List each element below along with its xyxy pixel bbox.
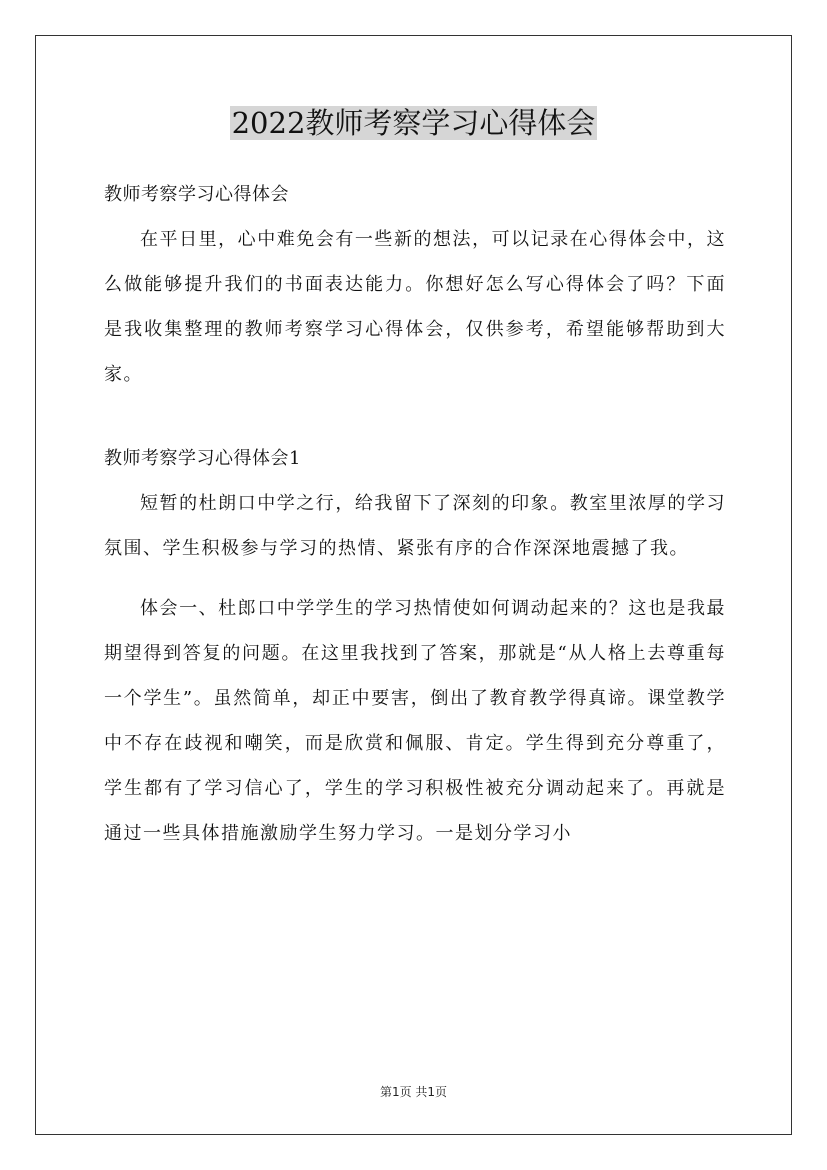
section-heading: 教师考察学习心得体会1 xyxy=(104,448,301,469)
body-paragraph: 短暂的杜朗口中学之行，给我留下了深刻的印象。教室里浓厚的学习氛围、学生积极参与学习的热情、紧张有序的合作深深地震撼了我。 xyxy=(104,493,726,559)
section-heading: 教师考察学习心得体会 xyxy=(104,184,289,205)
page-number-footer: 第1页 共1页 xyxy=(379,1085,448,1099)
body-paragraph: 在平日里，心中难免会有一些新的想法，可以记录在心得体会中，这么做能够提升我们的书面表达能力。你想好怎么写心得体会了吗？下面是我收集整理的教师考察学习心得体会，仅供参考，希望能够帮助到大家。 xyxy=(104,229,726,385)
document-body xyxy=(104,172,726,856)
body-paragraph: 体会一、杜郎口中学学生的学习热情使如何调动起来的？这也是我最期望得到答复的问题。在这里我找到了答案，那就是“从人格上去尊重每一个学生”。虽然简单，却正中要害，倒出了教育教学得真谛。课堂教学中不存在歧视和嘲笑，而是欣赏和佩服、肯定。学生得到充分尊重了，学生都有了学习信心了，学生的学习积极性被充分调动起来了。再就是通过一些具体措施激励学生努力学习。一是划分学习小 xyxy=(104,598,726,844)
document-title: 2022教师考察学习心得体会 xyxy=(231,106,596,140)
